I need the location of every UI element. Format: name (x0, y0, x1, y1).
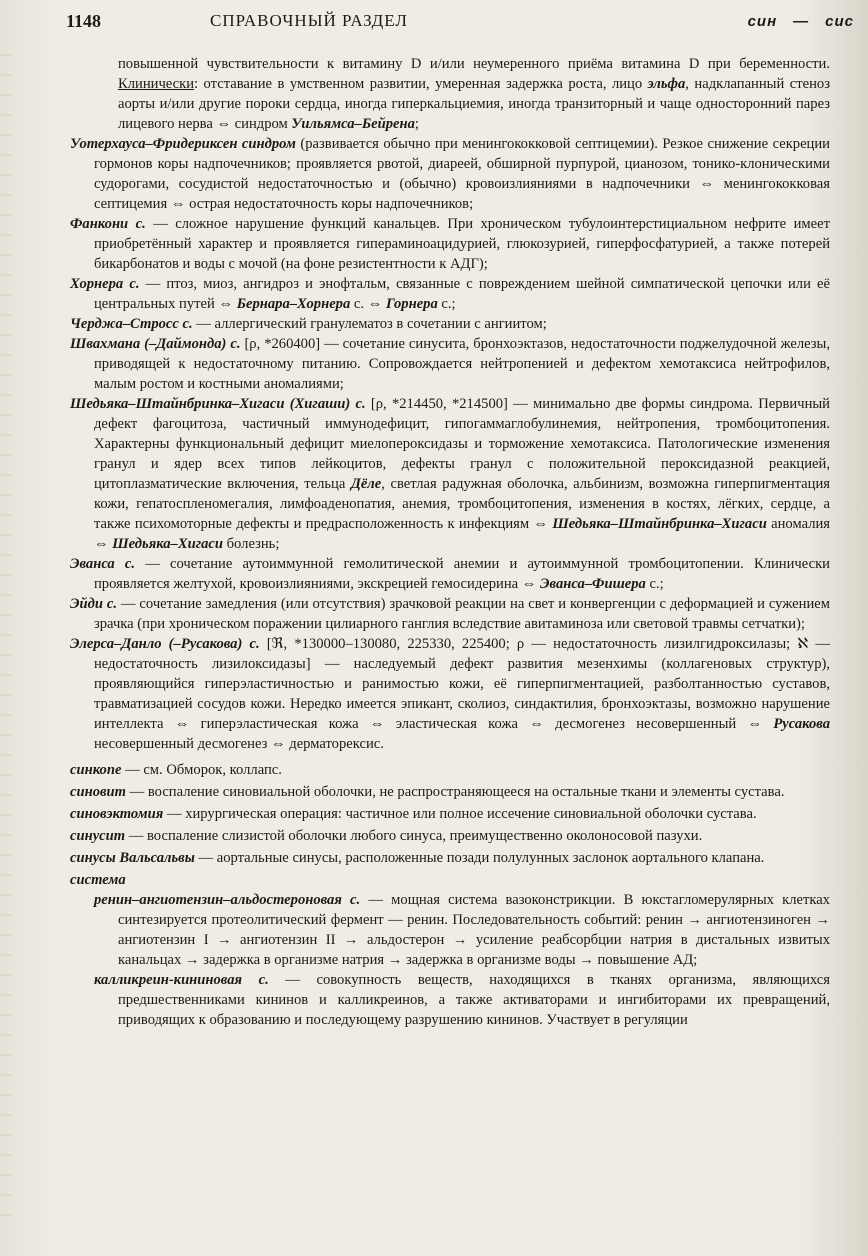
entry-sinusitis (70, 826, 830, 846)
entry-text: аномалия ⇔ (94, 516, 830, 552)
entry-text: — совокупность веществ, находящихся в тканях организма, являющихся предшественниками кининов и калликреинов, а также активаторами и ингибиторами их превращений, приводящих к образованию и последующему разрушению кининов. Участвует в регуляции (118, 972, 830, 1028)
entry-text: — птоз, миоз, ангидроз и энофтальм, связанные с повреждением шейной симпатической цепочки или её центральных путей ⇔ (94, 276, 830, 312)
entry-term: Русакова (773, 716, 830, 732)
range-dash: — (793, 12, 810, 30)
syndrome-entry-horner (70, 274, 830, 314)
entry-text: с.; (437, 296, 456, 312)
system-entry-raas (94, 890, 830, 970)
entry-text: (развивается обычно при менингококковой септицемии). Резкое снижение секреции гормонов коры надпочечников; проявляется рвотой, диареей, обширной пурпурой, цианозом, тонико-клоническими судорогами, сосудистой недостаточностью и (обычно) кровоизлияниями в надпочечники ⇔ менингококковая септицемия ⇔ острая недостаточность коры надпочечников; (94, 136, 830, 212)
entry-term: синусит (70, 828, 126, 844)
entry-text: [ρ, *214450, *214500] — минимально две формы синдрома. Первичный дефект фагоцитоза, частичный иммунодефицит, гипогаммаглобулинемия, нейтропения, тромбоцитопения. Характерны функциональный дефицит миелопероксидазы и торможение хемотаксиса. Патологические изменения гранул и ядер всех типов лейкоцитов, дефекты гранул с положительной пероксидазной реакцией, цитоплазматические включения, тельца (94, 396, 830, 492)
syndrome-entry-ehlers-danlos (70, 634, 830, 754)
entry-term: Фанкони с. (70, 216, 146, 232)
entry-term: Хорнера с. (70, 276, 140, 292)
entry-text: повышенной чувствительности к витамину D и/или неумеренного приёма витамина D при беременности. (118, 56, 830, 72)
syndrome-entry-shwachman (70, 334, 830, 394)
entry-term: Шедьяка–Штайнбринка–Хигаси (Хигаши) с. (70, 396, 366, 412)
entry-text: , надклапанный стеноз аорты и/или другие пороки сердца, иногда гиперкальциемия, иногда транзиторный и чаще односторонний парез лицевого нерва ⇔ синдром (118, 76, 830, 132)
page-header (66, 4, 854, 38)
bleed-through-margin (0, 54, 12, 1234)
entry-text: — см. Обморок, коллапс. (121, 762, 282, 778)
entry-term: ренин–ангиотензин–альдостероновая с. (94, 892, 361, 908)
entry-synkope (70, 760, 830, 780)
syndrome-entry-churg-strauss (70, 314, 830, 334)
entry-term: Дёле (350, 476, 382, 492)
entry-term: Эванса с. (70, 556, 136, 572)
entry-text: — воспаление синовиальной оболочки, не распространяющееся на остальные ткани и элементы сустава. (125, 784, 785, 800)
entry-term: Бернара–Хорнера (236, 296, 351, 312)
entry-synovitis (70, 782, 830, 802)
range-to: сис (825, 12, 854, 30)
entry-text: — хирургическая операция: частичное или полное иссечение синовиальной оболочки сустава. (163, 806, 757, 822)
entry-term: Шедьяка–Штайнбринка–Хигаси (552, 516, 767, 532)
entry-term: Элерса–Данло (–Русакова) с. (70, 636, 260, 652)
entry-term: эльфа (647, 76, 686, 92)
entry-text: болезнь; (222, 536, 280, 552)
entry-text: с.; (645, 576, 664, 592)
system-entry-kallikrein-kinin (94, 970, 830, 1030)
entry-term: Швахмана (–Даймонда) с. (70, 336, 241, 352)
entry-text: — сочетание замедления (или отсутствия) зрачковой реакции на свет и конвергенции с деформацией и сужением зрачка (при хроническом поражении цилиарного ганглия вследствие авитаминоза или световой травмы сетчатки); (94, 596, 830, 632)
entry-term: Уильямса–Бейрена (291, 116, 415, 132)
entry-text: с. ⇔ (350, 296, 386, 312)
entry-range (748, 13, 854, 30)
entry-text: [ρ, *260400] — сочетание синусита, бронхоэктазов, недостаточности поджелудочной железы, приводящей к недостаточному питанию. Сопровождается нейтропенией и дефектом хемотаксиса нейтрофилов, малым ростом и костными аномалиями; (94, 336, 830, 392)
entry-text: — аллергический гранулематоз в сочетании с ангиитом; (192, 316, 547, 332)
entry-text: ; (414, 116, 419, 132)
entry-term: Шедьяка–Хигаси (112, 536, 223, 552)
entry-text: — аортальные синусы, расположенные позади полулунных заслонок аортального клапана. (194, 850, 765, 866)
entry-term: Уотерхауса–Фридериксен синдром (70, 136, 296, 152)
entry-term: синовит (70, 784, 126, 800)
range-from: син (747, 12, 778, 30)
page-number: 1148 (66, 10, 102, 31)
entry-text: — сочетание аутоиммунной гемолитической анемии и аутоиммунной тромбоцитопении. Клинически проявляется желтухой, кровоизлияниями, экскрецией гемосидерина ⇔ (94, 556, 830, 592)
entry-text: [ℜ, *130000–130080, 225330, 225400; ρ — недостаточность лизилгидроксилазы; ℵ — недостаточность лизилоксидазы] — наследуемый дефект развития мезенхимы (коллагеновых структур), проявляющийся гиперэластичностью и ранимостью кожи, её гиперпигментацией, разболтанностью суставов, травматизацией сосудов кожи. Нередко имеется эпикант, сколиоз, синдактилия, бронхоэктазы, возможно нарушение интеллекта ⇔ гиперэластическая кожа ⇔ эластическая кожа ⇔ десмогенез несовершенный ⇔ (94, 636, 831, 732)
continuation-paragraph (94, 54, 830, 134)
syndrome-entry-evans (70, 554, 830, 594)
entry-text: Клинически (118, 76, 195, 92)
syndrome-entry-fanconi (70, 214, 830, 274)
entry-text: — мощная система вазоконстрикции. В юкстагломерулярных клетках синтезируется протеолитический фермент — ренин. Последовательность событий: ренин → ангиотензиноген → ангиотензин I → ангиотензин II → альдостерон → усиление реабсорбции натрия в дистальных извитых канальцах → задержка в организме натрия → задержка в организме воды → повышение АД; (118, 892, 830, 968)
dictionary-text (70, 54, 831, 1030)
entry-term: система (70, 872, 126, 888)
entry-valsalva-sinuses (70, 848, 830, 868)
entry-synovectomy (70, 804, 830, 824)
entry-term: синусы Вальсальвы (70, 850, 195, 866)
running-title: СПРАВОЧНЫЙ РАЗДЕЛ (210, 11, 408, 30)
entry-term: калликреин-кининовая с. (94, 972, 269, 988)
entry-term: Горнера (385, 296, 438, 312)
entry-text: — сложное нарушение функций канальцев. При хроническом тубулоинтерстициальном нефрите имеет приобретённый характер и проявляется гипераминоацидурией, глюкозурией, гиперфосфатурией, а также потерей бикарбонатов и воды с мочой (на фоне резистентности к АДГ); (94, 216, 830, 272)
entry-text: , светлая радужная оболочка, альбинизм, возможна гиперпигментация кожи, гепатоспленомегалия, лимфоаденопатия, анемия, тромбоцитопения, изменения в костях, лёгких, сердце, а также психомоторные дефекты и предрасположенность к инфекциям ⇔ (94, 476, 830, 532)
entry-term: синовэктомия (70, 806, 164, 822)
syndrome-entry-waterhouse (70, 134, 830, 214)
entry-system-heading (70, 870, 830, 890)
entry-term: Эйди с. (70, 596, 118, 612)
entry-text: несовершенный десмогенез ⇔ дерматорексис. (94, 736, 384, 752)
syndrome-entry-adie (70, 594, 830, 634)
syndrome-entry-chediak-higashi (70, 394, 830, 554)
entry-term: Эванса–Фишера (540, 576, 646, 592)
entry-term: Черджа–Стросс с. (70, 316, 193, 332)
entry-text: : отставание в умственном развитии, умеренная задержка роста, лицо (194, 76, 648, 92)
entry-text: — воспаление слизистой оболочки любого синуса, преимущественно околоносовой пазухи. (125, 828, 703, 844)
entry-term: синкопе (70, 762, 122, 778)
